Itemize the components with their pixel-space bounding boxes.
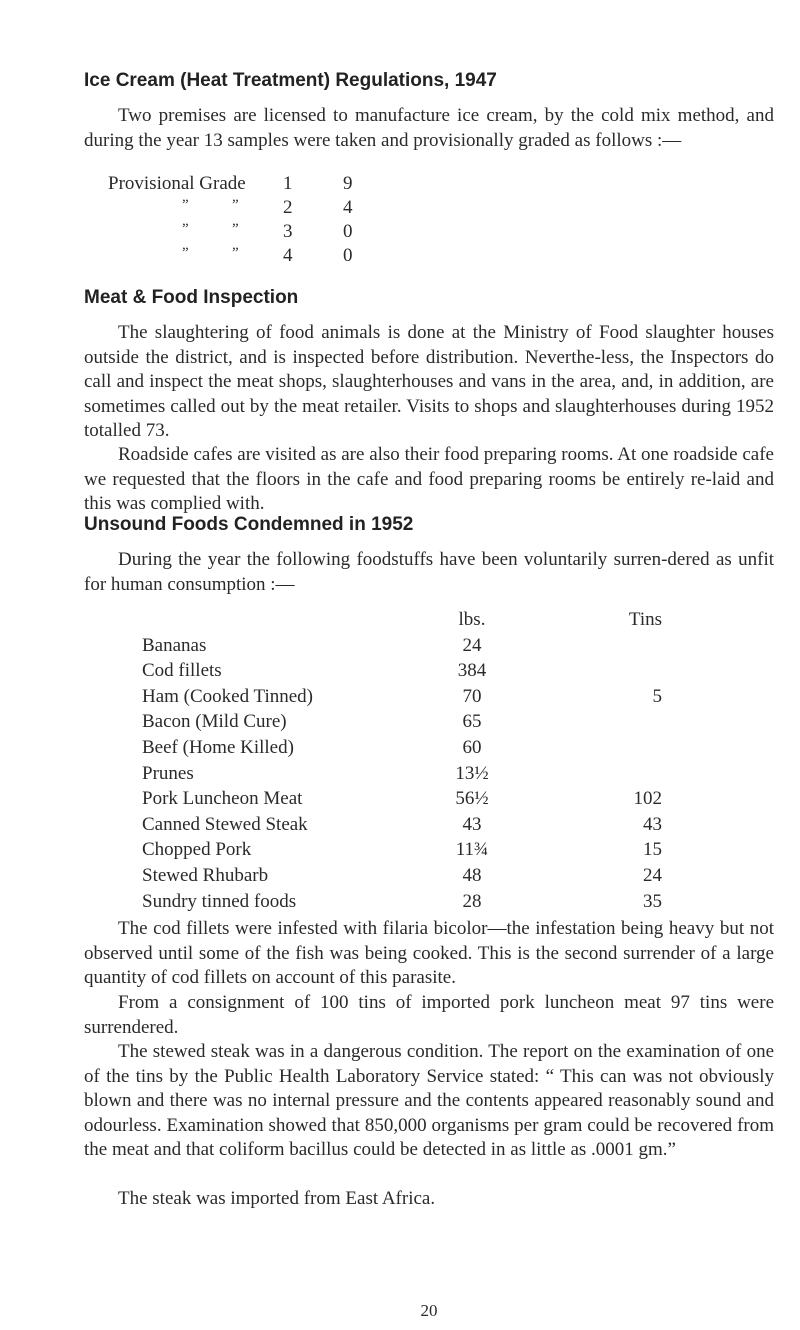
food-item: Prunes — [142, 762, 194, 784]
ice-cream-heading: Ice Cream (Heat Treatment) Regulations, 1947 — [84, 70, 497, 91]
grade-row — [108, 173, 358, 197]
food-item: Pork Luncheon Meat — [142, 788, 303, 810]
grade-table — [108, 173, 358, 269]
grade-count: 0 — [343, 221, 353, 242]
food-lbs: 70 — [462, 685, 482, 707]
food-lbs: 43 — [462, 813, 482, 835]
grade-number: 3 — [283, 221, 293, 242]
food-item: Beef (Home Killed) — [142, 736, 294, 758]
table-header-row — [142, 609, 702, 635]
food-tins: 35 — [643, 890, 662, 912]
meat-food-paragraph-2: Roadside cafes are visited as are also their food preparing rooms. At one roadside cafe we requested that the floors in the cafe and food preparing rooms be entirely re-laid and this was complied with. — [84, 444, 774, 514]
pork-luncheon-paragraph: From a consignment of 100 tins of imported pork luncheon meat 97 tins were surrendered. — [84, 992, 774, 1038]
table-row — [142, 635, 702, 661]
food-tins: 5 — [652, 685, 662, 707]
meat-food-paragraph-1: The slaughtering of food animals is done at the Ministry of Food slaughter houses outside the district, and is inspected before distribution. Neverthe-less, the Inspectors do call and inspect the meat shops, slaughterhouses and vans in the area, and, in addition, are sometimes called out by the meat retailer. Visits to shops and slaughterhouses during 1952 totalled 73. — [84, 322, 774, 441]
column-header-lbs: lbs. — [458, 609, 486, 630]
cod-fillets-paragraph: The cod fillets were infested with filaria bicolor—the infestation being heavy but not observed until some of the fish was being cooked. This is the second surrender of a large quantity of cod fillets on account of this parasite. — [84, 918, 774, 988]
food-lbs: 48 — [462, 864, 482, 886]
ditto-mark: ” — [182, 245, 189, 261]
table-row — [142, 660, 702, 686]
page-number: 20 — [420, 1301, 438, 1320]
table-row — [142, 711, 702, 737]
ditto-mark: ” — [182, 197, 189, 213]
ice-cream-paragraph: Two premises are licensed to manufacture ice cream, by the cold mix method, and during the year 13 samples were taken and provisionally graded as follows :— — [84, 105, 774, 151]
food-item: Ham (Cooked Tinned) — [142, 685, 313, 707]
grade-number: 4 — [283, 245, 293, 266]
grade-label: Provisional Grade — [108, 173, 246, 194]
unsound-foods-paragraph: During the year the following foodstuffs have been voluntarily surren-dered as unfit for human consumption :— — [84, 549, 774, 595]
grade-count: 0 — [343, 245, 353, 266]
food-lbs: 65 — [462, 711, 482, 733]
stewed-steak-paragraph: The stewed steak was in a dangerous condition. The report on the examination of one of the tins by the Public Health Laboratory Service stated: “ This can was not obviously blown and there was no internal pressure and the contents appeared reasonably sound and odourless. Examination showed that 850,000 organisms per gram could be recovered from the meat and that coliform bacillus could be detected in as little as .0001 gm.” — [84, 1041, 774, 1160]
food-tins: 43 — [643, 813, 662, 835]
food-item: Canned Stewed Steak — [142, 813, 308, 835]
grade-count: 9 — [343, 173, 353, 194]
ditto-mark: ” — [182, 221, 189, 237]
table-row — [142, 865, 702, 891]
table-row — [142, 737, 702, 763]
table-row — [142, 788, 702, 814]
food-lbs: 13½ — [455, 762, 489, 784]
food-item: Chopped Pork — [142, 839, 252, 861]
food-lbs: 28 — [462, 890, 482, 912]
ditto-mark: ” — [232, 221, 239, 237]
grade-row — [108, 197, 358, 221]
table-row — [142, 763, 702, 789]
food-lbs: 60 — [462, 736, 482, 758]
grade-row — [108, 221, 358, 245]
meat-food-heading: Meat & Food Inspection — [84, 287, 299, 308]
food-item: Sundry tinned foods — [142, 890, 297, 912]
food-lbs: 24 — [462, 634, 482, 656]
food-tins: 15 — [643, 839, 662, 861]
table-row — [142, 686, 702, 712]
ditto-mark: ” — [232, 245, 239, 261]
table-row — [142, 814, 702, 840]
east-africa-paragraph: The steak was imported from East Africa. — [118, 1188, 436, 1209]
food-lbs: 11¾ — [455, 839, 489, 861]
food-lbs: 384 — [457, 660, 487, 682]
food-item: Stewed Rhubarb — [142, 864, 269, 886]
grade-row — [108, 245, 358, 269]
food-tins: 102 — [633, 788, 662, 810]
grade-count: 4 — [343, 197, 353, 218]
food-item: Bananas — [142, 634, 207, 656]
table-row — [142, 839, 702, 865]
condemned-foods-table — [142, 609, 702, 916]
food-item: Bacon (Mild Cure) — [142, 711, 287, 733]
column-header-tins: Tins — [628, 609, 662, 630]
food-item: Cod fillets — [142, 660, 222, 682]
grade-number: 2 — [283, 197, 293, 218]
unsound-foods-heading: Unsound Foods Condemned in 1952 — [84, 514, 414, 535]
grade-number: 1 — [283, 173, 293, 194]
food-tins: 24 — [643, 864, 662, 886]
ditto-mark: ” — [232, 197, 239, 213]
table-row — [142, 891, 702, 917]
food-lbs: 56½ — [455, 788, 489, 810]
